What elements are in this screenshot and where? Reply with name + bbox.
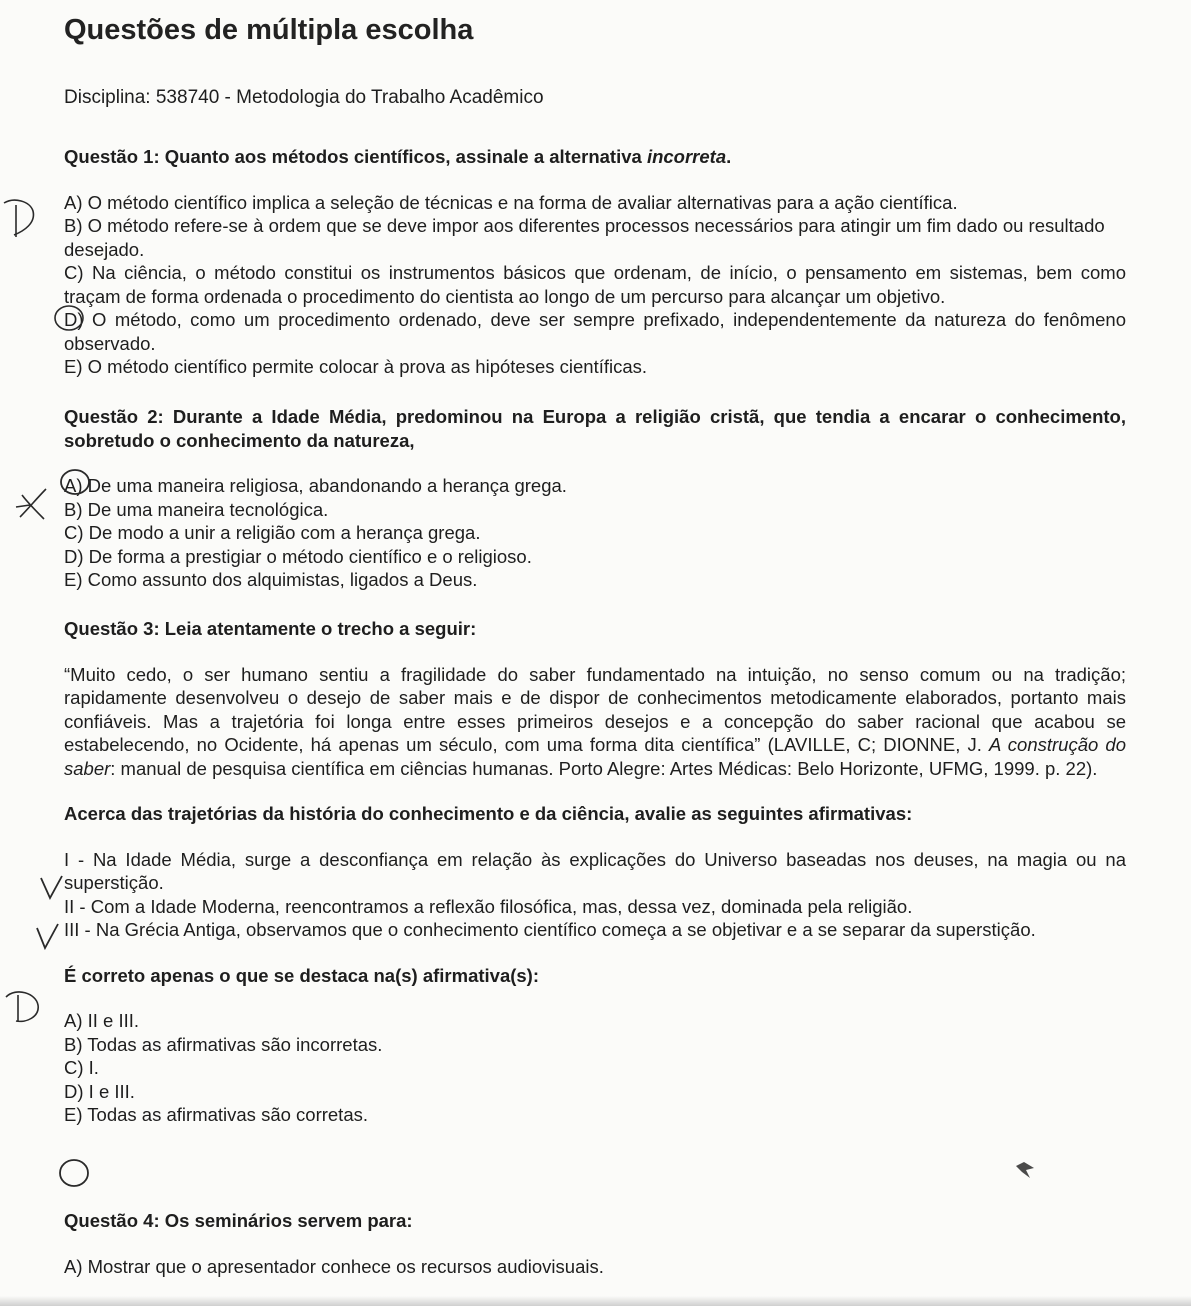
question-2-title: Questão 2: Durante a Idade Média, predominou na Europa a religião cristã, que tendia a encarar o conhecimento, sobretudo o conhecimento da natureza,: [64, 406, 1126, 451]
question-1-option-b: B) O método refere-se à ordem que se deve impor aos diferentes processos necessários para atingir um fim dado ou resultado desejado.: [64, 215, 1105, 260]
circle-mark-q2-option-a: [58, 467, 92, 497]
question-3-quote: [64, 663, 1126, 781]
question-3-title: Questão 3: Leia atentamente o trecho a seguir:: [64, 618, 477, 639]
question-3-prompt: Acerca das trajetórias da história do conhecimento e da ciência, avalie as seguintes afirmativas:: [64, 803, 913, 824]
question-3-option-a: A) II e III.: [64, 1010, 140, 1031]
question-3-option-d: D) I e III.: [64, 1080, 135, 1102]
question-4: [64, 1209, 1126, 1278]
handwritten-x-mark-q2: [14, 485, 50, 525]
question-3-question: É correto apenas o que se destaca na(s) afirmativa(s):: [64, 964, 540, 986]
question-3-option-e: E) Todas as afirmativas são corretas.: [64, 1104, 369, 1125]
question-1-title: [64, 145, 1126, 169]
question-1-title-prefix: Questão 1: Quanto aos métodos científicos, assinale a alternativa: [64, 146, 647, 167]
ink-smudge: [1012, 1156, 1038, 1180]
question-3-option-c: C) I.: [64, 1057, 99, 1078]
question-3-statement-1: I - Na Idade Média, surge a desconfiança em relação às explicações do Universo baseadas nos deuses, na magia ou na superstição.: [64, 848, 1126, 893]
question-2-option-c: C) De modo a unir a religião com a herança grega.: [64, 522, 481, 543]
question-2: [64, 405, 1126, 592]
question-1: [64, 145, 1126, 379]
question-3-statement-3: III - Na Grécia Antiga, observamos que o conhecimento científico começa a se objetivar e a se separar da superstição.: [64, 919, 1036, 940]
circle-mark-q3-option-e: [56, 1156, 92, 1192]
question-2-option-d: D) De forma a prestigiar o método científico e o religioso.: [64, 545, 532, 567]
scan-edge-shadow: [0, 1296, 1191, 1306]
handwritten-v-mark-q3-1: [38, 874, 66, 902]
question-3-option-b: B) Todas as afirmativas são incorretas.: [64, 1033, 383, 1055]
question-1-title-emphasis: incorreta: [646, 146, 727, 167]
question-3-quote-text: “Muito cedo, o ser humano sentiu a fragilidade do saber fundamentado na intuição, no senso comum ou na tradição; rapidamente desenvolveu o desejo de saber mais e de dispor de conhecimentos metodicamente elaborados, portanto mais confiáveis. Mas a trajetória foi longa entre esses primeiros desejos e a concepção do saber racional que acabou se estabelecendo, no Ocidente, há apenas um século, com uma forma dita científica” (LAVILLE, C; DIONNE, J.: [64, 663, 1126, 755]
question-3: [64, 617, 1126, 1127]
question-1-option-a: A) O método científico implica a seleção de técnicas e na forma de avaliar alternativas para a ação científica.: [64, 191, 958, 213]
handwritten-d-mark-q3: [0, 985, 44, 1029]
question-2-option-e: E) Como assunto dos alquimistas, ligados a Deus.: [64, 569, 478, 590]
question-2-option-a: A) De uma maneira religiosa, abandonando a herança grega.: [64, 475, 567, 496]
question-3-quote-book: A construção do saber: [64, 734, 1126, 779]
question-2-option-b: B) De uma maneira tecnológica.: [64, 498, 329, 520]
discipline-line: Disciplina: 538740 - Metodologia do Trabalho Acadêmico: [64, 87, 544, 108]
circle-mark-q1-option-d: [52, 303, 86, 333]
handwritten-v-mark-q3-2: [34, 922, 62, 952]
handwritten-d-mark-q1: [0, 195, 40, 245]
question-1-option-d: D) O método, como um procedimento ordenado, deve ser sempre prefixado, independentemente da natureza do fenômeno observado.: [64, 309, 1126, 354]
question-3-quote-ref: : manual de pesquisa científica em ciências humanas. Porto Alegre: Artes Médicas: Belo Horizonte, UFMG, 1999. p. 22).: [110, 757, 1098, 779]
question-1-title-suffix: .: [726, 146, 732, 167]
page-title: Questões de múltipla escolha: [64, 14, 474, 46]
question-1-option-c: C) Na ciência, o método constitui os instrumentos básicos que ordenam, de início, o pensamento em sistemas, bem como traçam de forma ordenada o procedimento do cientista ao longo de um percurso para alcançar um objetivo.: [64, 262, 1126, 307]
question-1-option-e: E) O método científico permite colocar à prova as hipóteses científicas.: [64, 356, 648, 377]
question-3-statement-2: II - Com a Idade Moderna, reencontramos a reflexão filosófica, mas, dessa vez, dominada pela religião.: [64, 895, 913, 917]
question-4-option-a: A) Mostrar que o apresentador conhece os recursos audiovisuais.: [64, 1255, 604, 1277]
question-4-title: Questão 4: Os seminários servem para:: [64, 1210, 413, 1231]
